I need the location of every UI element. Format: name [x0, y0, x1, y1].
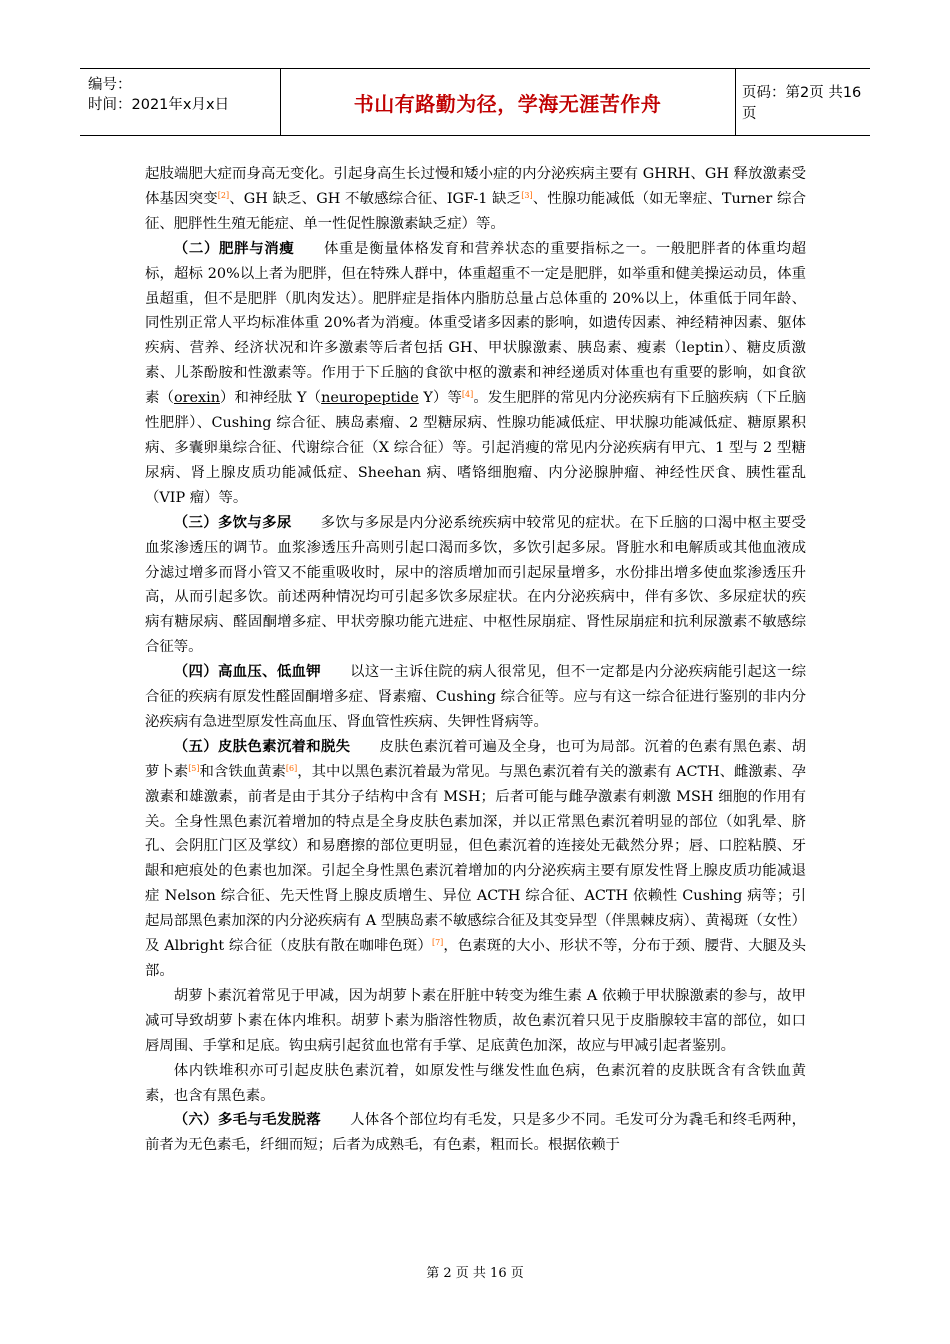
motto: 书山有路勤为径，学海无涯苦作舟: [353, 91, 662, 116]
section-polydipsia: [145, 511, 806, 660]
text-run: 。发生肥胖的常见内分泌疾病有下丘脑疾病（下丘脑性肥胖）、Cushing 综合征、胰岛素瘤、2 型糖尿病、性腺功能减低症、甲状腺功能减低症、糖原累积病、多囊卵巢综合征、代谢综合征（X 综合征）等。引起消瘦的常见内分泌疾病有甲亢、1 型与 2 型糖尿病、肾上腺皮质功能减低症、Sheehan 病、嗜铬细胞瘤、内分泌腺肿瘤、神经性厌食、胰性霍乱（VIP 瘤）等。: [145, 390, 806, 506]
text-run: 体重是衡量体格发育和营养状态的重要指标之一。一般肥胖者的体重均超标，超标 20%以上者为肥胖，但在特殊人群中，体重超重不一定是肥胖，如举重和健美操运动员，体重虽超重，但不是肥胖（肌肉发达）。肥胖症是指体内脂肪总量占总体重的 20%以上，体重低于同年龄、同性别正常人平均标准体重 20%者为消瘦。体重受诸多因素的影响，如遗传因素、神经精神因素、躯体疾病、营养、经济状况和许多激素等后者包括 GH、甲状腺激素、胰岛素、瘦素（leptin）、糖皮质激素、儿茶酚胺和性激素等。作用于下丘脑的食欲中枢的激素和神经递质对体重也有重要的影响，如食欲素（: [145, 240, 806, 407]
text-run: 多饮与多尿是内分泌系统疾病中较常见的症状。在下丘脑的口渴中枢主要受血浆渗透压的调节。血浆渗透压升高则引起口渴而多饮，多饮引起多尿。肾脏水和电解质或其他血液成分滤过增多而肾小管又不能重吸收时，尿中的溶质增加而引起尿量增多，水份排出增多使血浆渗透压升高，从而引起多饮。前述两种情况均可引起多饮多尿症状。在内分泌疾病中，伴有多饮、多尿症状的疾病有糖尿病、醛固酮增多症、甲状旁腺功能亢进症、中枢性尿崩症、肾性尿崩症和抗利尿激素不敏感综合征等。: [145, 514, 806, 656]
paragraph-iron: 体内铁堆积亦可引起皮肤色素沉着，如原发性与继发性血色病，色素沉着的皮肤既含有含铁血黄素，也含有黑色素。: [145, 1062, 806, 1104]
heading-obesity: （二）肥胖与消瘦: [173, 240, 295, 257]
text-run: ，色素斑的大小、形状不等，分布于颈、腰背、大腿及头部。: [145, 938, 806, 979]
section-hair: [145, 1108, 806, 1158]
citation-2[interactable]: [2]: [217, 190, 230, 200]
text-run: ，其中以黑色素沉着最为常见。与黑色素沉着有关的激素有 ACTH、雌激素、孕激素和雄激素，前者是由于其分子结构中含有 MSH；后者可能与雌孕激素有刺激 MSH 细胞的作用有关。全身性黑色素沉着增加的特点是全身皮肤色素加深，并以正常黑色素沉着明显的部位（如乳晕、脐孔、会阴肛门区及掌纹）和易磨擦的部位更明显，但色素沉着的连接处无截然分界；唇、口腔粘膜、牙龈和疤痕处的色素也加深。引起全身性黑色素沉着增加的内分泌疾病主要有原发性肾上腺皮质功能减退症 Nelson 综合征、先天性肾上腺皮质增生、异位 ACTH 综合征、ACTH 依赖性 Cushing 病等；引起局部黑色素加深的内分泌疾病有 A 型胰岛素不敏感综合征及其变异型（伴黑棘皮病）、黄褐斑（女性）及 Albright 综合征（皮肤有散在咖啡色斑）: [145, 763, 806, 955]
section-hypertension: [145, 660, 806, 735]
heading-pigmentation: （五）皮肤色素沉着和脱失: [173, 738, 351, 755]
text-run: 以这一主诉住院的病人很常见，但不一定都是内分泌疾病能引起这一综合征的疾病有原发性醛固酮增多症、肾素瘤、Cushing 综合征等。应与有这一综合征进行鉴别的非内分泌疾病有急进型原发性高血压、肾血管性疾病、失钾性肾病等。: [145, 664, 806, 730]
text-run: 人体各个部位均有毛发，只是多少不同。毛发可分为毳毛和终毛两种，前者为无色素毛，纤细而短；后者为成熟毛，有色素，粗而长。根据依赖于: [145, 1112, 806, 1154]
page-footer: 第 2 页 共 16 页: [426, 1266, 524, 1281]
paragraph-carotene: 胡萝卜素沉着常见于甲减，因为胡萝卜素在肝脏中转变为维生素 A 依赖于甲状腺激素的参与，故甲减可导致胡萝卜素在体内堆积。胡萝卜素为脂溶性物质，故色素沉着只见于皮脂腺较丰富的部位，如口唇周围、手掌和足底。钩虫病引起贫血也常有手掌、足底黄色加深，故应与甲减引起者鉴别。: [145, 987, 806, 1054]
citation-4[interactable]: [4]: [461, 390, 474, 400]
heading-hypertension: （四）高血压、低血钾: [173, 664, 321, 681]
time-label: 时间：2021年x月x日: [88, 97, 230, 113]
number-label: 编号：: [88, 77, 132, 93]
header-page-info: 页码：第2页 共16页: [742, 85, 862, 122]
page-header: [80, 68, 870, 136]
document-body: [145, 162, 806, 1158]
heading-hair: （六）多毛与毛发脱落: [173, 1112, 321, 1129]
citation-7[interactable]: [7]: [431, 938, 444, 948]
text-run: 起肢端肥大症而身高无变化。引起身高生长过慢和矮小症的内分泌疾病主要有 GHRH、GH 释放激素受体基因突变: [145, 166, 806, 207]
term-neuropeptide: neuropeptide: [321, 390, 419, 407]
text-run: 和含铁血黄素: [199, 763, 286, 780]
text-run: 皮肤色素沉着可遍及全身，也可为局部。沉着的色素有黑色素、胡萝卜素: [145, 738, 806, 780]
section-obesity: [145, 237, 806, 511]
text-run: 、GH 缺乏、GH 不敏感综合征、IGF-1 缺乏: [229, 190, 522, 207]
header-meta-cell: [80, 69, 281, 135]
header-page-cell: [736, 69, 870, 135]
section-pigmentation: [145, 735, 806, 984]
paragraph-1: [145, 162, 806, 237]
heading-polydipsia: （三）多饮与多尿: [173, 514, 292, 531]
text-run: 、性腺功能减低（如无睾症、Turner 综合征、肥胖性生殖无能症、单一性促性腺激素缺乏症）等。: [145, 190, 806, 232]
text-run: Y）等: [418, 390, 462, 407]
text-run: ）和神经肽 Y（: [219, 390, 322, 407]
citation-6[interactable]: [6]: [285, 763, 298, 773]
term-orexin: orexin: [173, 390, 220, 407]
header-motto-cell: [280, 69, 736, 135]
citation-3[interactable]: [3]: [521, 190, 533, 200]
citation-5[interactable]: [5]: [188, 763, 200, 773]
